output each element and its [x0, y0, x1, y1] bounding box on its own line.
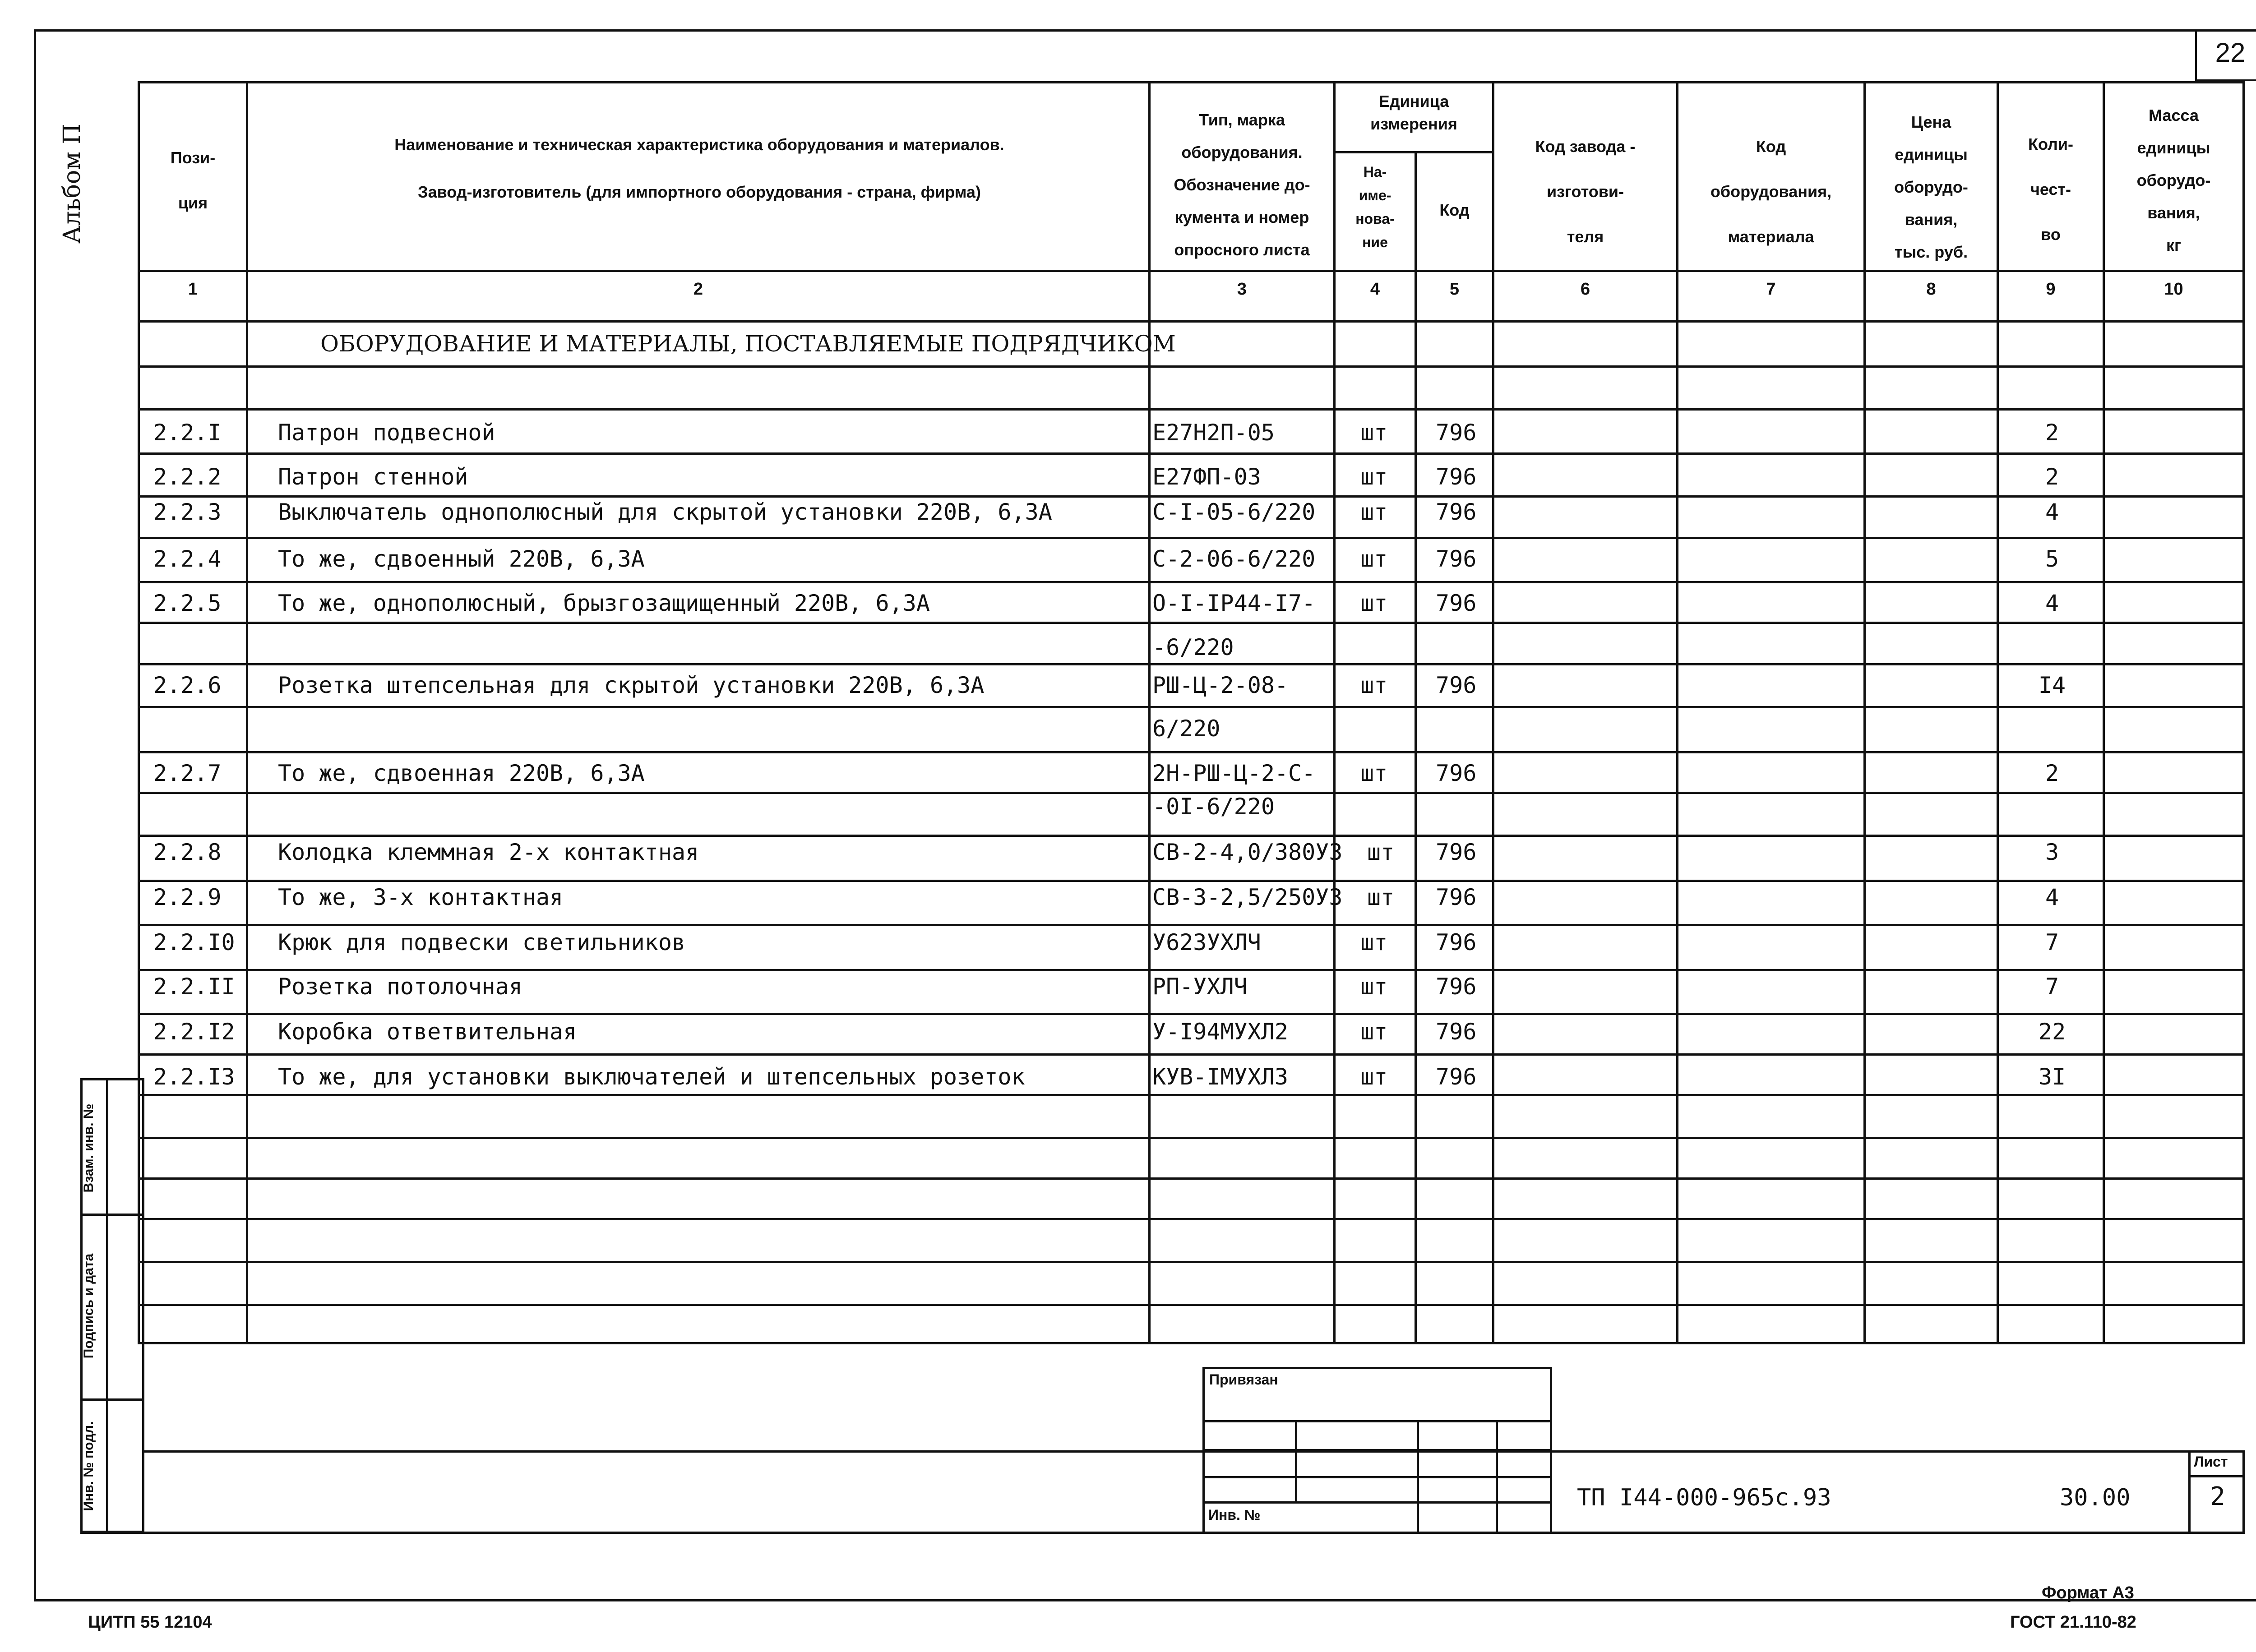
header-col6: Код завода - изготови- теля: [1535, 137, 1636, 246]
rule: [80, 1532, 2245, 1534]
row-type: Е27Н2П-05: [1152, 420, 1275, 446]
row-position: 2.2.I3: [153, 1064, 235, 1090]
row-type: У-I94МУХЛ2: [1152, 1019, 1289, 1045]
row-unit: шт: [1367, 839, 1395, 865]
stamp-vzam-inv: Взам. инв. №: [81, 1103, 96, 1193]
page-number: 22: [2215, 37, 2246, 68]
row-position: 2.2.I2: [153, 1019, 235, 1045]
footer-format: Формат А3: [2042, 1583, 2134, 1602]
privyazan-label: Привязан: [1209, 1371, 1278, 1388]
col-divider: [1863, 81, 1866, 1344]
footer-gost: ГОСТ 21.110-82: [2010, 1613, 2136, 1632]
row-code: 796: [1436, 839, 1477, 865]
stamp-inv-podl: Инв. № подл.: [81, 1421, 96, 1511]
col-number: 7: [1766, 280, 1776, 299]
row-name: То же, для установки выключателей и штепсельных розеток: [278, 1064, 1025, 1090]
row-name: Розетка штепсельная для скрытой установки 220В, 6,3А: [278, 672, 985, 698]
rule: [1333, 151, 1492, 153]
col-divider: [1415, 151, 1417, 1344]
rule: [2188, 1475, 2245, 1477]
row-code: 796: [1436, 760, 1477, 786]
rule: [138, 320, 2245, 323]
table-row: [140, 581, 2242, 625]
row-qty: 5: [2045, 546, 2059, 572]
header-unit-group: Единица измерения: [1370, 92, 1457, 133]
row-name: Крюк для подвески светильников: [278, 929, 686, 955]
row-qty: 2: [2045, 420, 2059, 446]
row-code: 796: [1436, 929, 1477, 955]
col-divider: [1997, 81, 1999, 1344]
row-type: РШ-Ц-2-08-: [1152, 672, 1289, 698]
row-unit: шт: [1360, 546, 1388, 572]
table-row: [140, 537, 2242, 581]
row-qty: 22: [2038, 1019, 2066, 1045]
rule: [2188, 1450, 2191, 1533]
col-number: 4: [1370, 280, 1380, 299]
col-divider: [1333, 81, 1336, 1344]
header-col7: Код оборудования, материала: [1710, 137, 1832, 246]
rule: [106, 1078, 108, 1533]
row-type: О-I-IP44-I7-: [1152, 590, 1316, 616]
header-col3: Тип, марка оборудования. Обозначение до- кумента и номер опросного листа: [1174, 111, 1310, 259]
table-row: [140, 455, 2242, 499]
header-col9: Коли- чест- во: [2028, 135, 2074, 244]
row-qty: 2: [2045, 464, 2059, 490]
col-divider: [2103, 81, 2105, 1344]
row-unit: шт: [1360, 590, 1388, 616]
rule: [1202, 1449, 1552, 1451]
table-row: [140, 663, 2242, 707]
row-position: 2.2.I: [153, 420, 222, 446]
row-position: 2.2.2: [153, 464, 222, 490]
row-qty: I4: [2038, 672, 2066, 698]
rule: [138, 270, 2245, 272]
footer-citp: ЦИТП 55 12104: [88, 1613, 212, 1632]
header-col2-line2: Завод-изготовитель (для импортного оборудования - страна, фирма): [418, 183, 981, 201]
row-qty: 7: [2045, 929, 2059, 955]
row-type: РП-УХЛЧ: [1152, 974, 1248, 1000]
table-row: [140, 496, 2242, 537]
row-qty: 3: [2045, 839, 2059, 865]
header-col5: Код: [1439, 201, 1470, 219]
col-number: 10: [2164, 280, 2183, 299]
row-name: То же, однополюсный, брызгозащищенный 220В, 6,3А: [278, 590, 930, 616]
row-qty: 4: [2045, 499, 2059, 525]
table-row: [140, 875, 2242, 919]
row-name: Колодка клеммная 2-х контактная: [278, 839, 699, 865]
row-position: 2.2.7: [153, 760, 222, 786]
rule: [1202, 1420, 1552, 1422]
col-divider: [246, 81, 248, 1344]
row-position: 2.2.5: [153, 590, 222, 616]
row-name: Коробка ответвительная: [278, 1019, 577, 1045]
row-type: У623УХЛЧ: [1152, 929, 1261, 955]
rule: [1496, 1420, 1498, 1533]
col-divider: [1148, 81, 1151, 1344]
col-divider: [1676, 81, 1678, 1344]
row-code: 796: [1436, 546, 1477, 572]
row-name: Патрон стенной: [278, 464, 468, 490]
rule: [138, 1177, 2245, 1180]
col-number: 6: [1580, 280, 1590, 299]
doc-code: ТП I44-000-965с.93: [1577, 1484, 1831, 1511]
rule: [1417, 1420, 1419, 1533]
row-code: 796: [1436, 420, 1477, 446]
row-name: То же, сдвоенный 220В, 6,3А: [278, 546, 645, 572]
row-code: 796: [1436, 590, 1477, 616]
row-position: 2.2.6: [153, 672, 222, 698]
rule: [138, 1261, 2245, 1263]
row-position: 2.2.II: [153, 974, 235, 1000]
col-number: 2: [693, 280, 703, 299]
row-unit: шт: [1360, 499, 1388, 525]
row-code: 796: [1436, 672, 1477, 698]
table-row: [140, 1010, 2242, 1054]
row-type: СВ-3-2,5/250УЗ: [1152, 884, 1343, 910]
row-unit: шт: [1360, 672, 1388, 698]
inv-no-label: Инв. №: [1208, 1507, 1261, 1523]
table-row: [140, 830, 2242, 874]
row-code: 796: [1436, 1064, 1477, 1090]
row-unit: шт: [1360, 1064, 1388, 1090]
row-name: Розетка потолочная: [278, 974, 522, 1000]
rule: [1202, 1476, 1552, 1478]
row-unit: шт: [1360, 929, 1388, 955]
rule: [138, 365, 2245, 368]
table-row: [140, 964, 2242, 1009]
row-code: 796: [1436, 499, 1477, 525]
row-type: Е27ФП-03: [1152, 464, 1261, 490]
table-row: [140, 411, 2242, 455]
rule: [138, 1304, 2245, 1306]
row-unit: шт: [1360, 464, 1388, 490]
header-col4: На- име- нова- ние: [1355, 164, 1395, 250]
row-type-continuation: -0I-6/220: [1152, 794, 1275, 820]
col-number: 3: [1237, 280, 1247, 299]
row-unit: шт: [1360, 974, 1388, 1000]
row-name: То же, сдвоенная 220В, 6,3А: [278, 760, 645, 786]
rule: [1202, 1501, 1552, 1504]
section-code: 30.00: [2060, 1484, 2131, 1511]
col-number: 9: [2046, 280, 2056, 299]
row-position: 2.2.9: [153, 884, 222, 910]
rule: [1295, 1420, 1297, 1501]
row-code: 796: [1436, 974, 1477, 1000]
header-col2-line1: Наименование и техническая характеристика оборудования и материалов.: [394, 135, 1004, 154]
row-name: Выключатель однополюсный для скрытой установки 220В, 6,3А: [278, 499, 1052, 525]
row-position: 2.2.8: [153, 839, 222, 865]
row-name: Патрон подвесной: [278, 420, 495, 446]
row-unit: шт: [1360, 420, 1388, 446]
row-code: 796: [1436, 1019, 1477, 1045]
album-label: Альбом П: [59, 124, 86, 244]
row-code: 796: [1436, 464, 1477, 490]
header-col8: Цена единицы оборудо- вания, тыс. руб.: [1894, 113, 1968, 261]
rule: [138, 1137, 2245, 1139]
row-type-continuation: 6/220: [1152, 715, 1220, 742]
row-unit: шт: [1360, 760, 1388, 786]
col-number: 8: [1926, 280, 1936, 299]
row-qty: 7: [2045, 974, 2059, 1000]
row-qty: 4: [2045, 884, 2059, 910]
row-type: КУВ-IМУХЛ3: [1152, 1064, 1289, 1090]
row-qty: 3I: [2038, 1064, 2066, 1090]
rule: [80, 1214, 144, 1216]
row-position: 2.2.4: [153, 546, 222, 572]
title-block: [144, 1450, 2245, 1533]
stamp-podpis-data: Подпись и дата: [81, 1253, 96, 1359]
row-type: С-2-06-6/220: [1152, 546, 1316, 572]
row-name: То же, 3-х контактная: [278, 884, 564, 910]
row-type-continuation: -6/220: [1152, 634, 1234, 660]
header-col10: Масса единицы оборудо- вания, кг: [2136, 106, 2211, 254]
row-position: 2.2.3: [153, 499, 222, 525]
rule: [138, 1218, 2245, 1220]
sheet-number: 2: [2210, 1482, 2225, 1511]
row-position: 2.2.I0: [153, 929, 235, 955]
table-row: [140, 1055, 2242, 1099]
col-number: 1: [188, 280, 198, 299]
row-type: 2Н-РШ-Ц-2-С-: [1152, 760, 1316, 786]
table-row: [140, 920, 2242, 964]
section-title: ОБОРУДОВАНИЕ И МАТЕРИАЛЫ, ПОСТАВЛЯЕМЫЕ ПОДРЯДЧИКОМ: [320, 331, 1176, 357]
row-type: СВ-2-4,0/380УЗ: [1152, 839, 1343, 865]
sheet-label: Лист: [2194, 1454, 2228, 1470]
col-number: 5: [1449, 280, 1460, 299]
header-col1: Пози- ция: [170, 148, 216, 212]
row-qty: 4: [2045, 590, 2059, 616]
row-qty: 2: [2045, 760, 2059, 786]
col-divider: [1492, 81, 1494, 1344]
row-unit: шт: [1360, 1019, 1388, 1045]
row-code: 796: [1436, 884, 1477, 910]
row-type: С-I-05-6/220: [1152, 499, 1316, 525]
row-unit: шт: [1367, 884, 1395, 910]
